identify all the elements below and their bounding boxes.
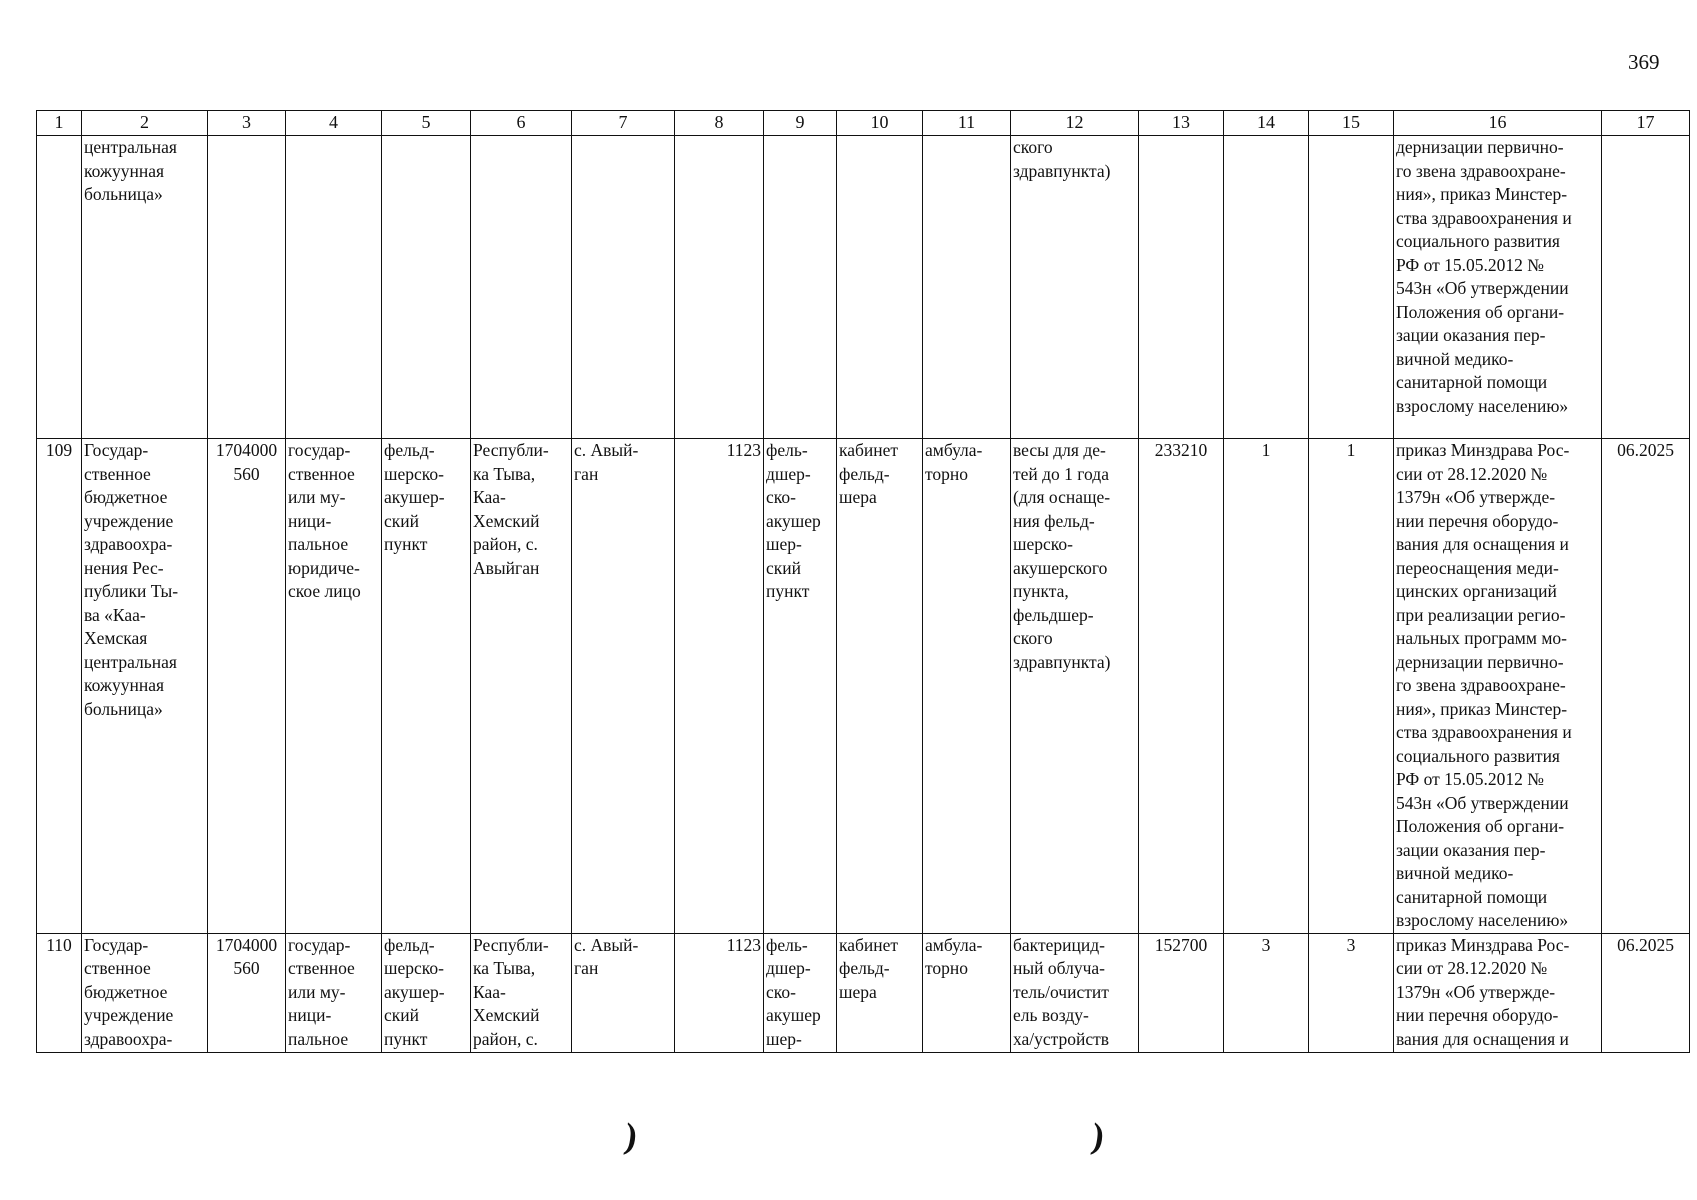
handwritten-mark: ) [1089,1115,1107,1157]
column-header: 7 [572,111,675,136]
cell-equipment: весы для де- тей до 1 года (для оснаще- ния фельд- шерско- акушерского пункта, фельдшер- ского здравпункта) [1011,439,1139,934]
cell-institution: центральная кожуунная больница» [82,136,208,439]
column-header: 5 [382,111,471,136]
cell-address: Республи- ка Тыва, Каа- Хемский район, с. Авыйган [471,439,572,934]
cell-unit-type: фельд- шерско- акушер- ский пункт [382,933,471,1052]
cell-col9: фель- дшер- ско- акушер шер- ский пункт [764,439,837,934]
cell-unit-type: фельд- шерско- акушер- ский пункт [382,439,471,934]
equipment-table [36,110,1690,1053]
cell-code: 1704000 560 [208,933,286,1052]
cell-basis: приказ Минздрава Рос- сии от 28.12.2020 № 1379н «Об утвержде- нии перечня оборудо- вания для оснащения и переоснащения меди- цинских организаций при реализации регио- нальных программ мо- дернизации первично- го звена здравоохране- ния», приказ Минстер- ства здравоохранения и социального развития РФ от 15.05.2012 № 543н «Об утверждении Положения об органи- зации оказания пер- вичной медико- санитарной помощи взрослому населению» [1394,439,1602,934]
cell-institution: Государ- ственное бюджетное учреждение здравоохра- [82,933,208,1052]
column-header: 9 [764,111,837,136]
column-header: 11 [923,111,1011,136]
cell-address: Республи- ка Тыва, Каа- Хемский район, с. [471,933,572,1052]
cell-equipment: ского здравпункта) [1011,136,1139,439]
cell-col8: 1123 [675,439,764,934]
cell-col13: 233210 [1139,439,1224,934]
cell-col15: 1 [1309,439,1394,934]
cell-equipment: бактерицид- ный облуча- тель/очистит ель возду- ха/устройств [1011,933,1139,1052]
table-row [37,933,1690,1052]
cell-col8: 1123 [675,933,764,1052]
cell-code: 1704000 560 [208,439,286,934]
column-header: 8 [675,111,764,136]
page-number: 369 [1628,50,1660,74]
column-header: 14 [1224,111,1309,136]
cell-num: 110 [37,933,82,1052]
cell-col11: амбула- торно [923,439,1011,934]
table-header-row [37,111,1690,136]
column-header: 2 [82,111,208,136]
cell-date: 06.2025 [1602,439,1690,934]
cell-settlement: с. Авый- ган [572,439,675,934]
cell-col14: 1 [1224,439,1309,934]
cell-basis: дернизации первично- го звена здравоохране- ния», приказ Минстер- ства здравоохранения и социального развития РФ от 15.05.2012 № 543н «Об утверждении Положения об органи- зации оказания пер- вичной медико- санитарной помощи взрослому населению» [1394,136,1602,439]
table-row [37,439,1690,934]
column-header: 4 [286,111,382,136]
cell-num [37,136,82,439]
cell-org-type: государ- ственное или му- ници- пальное юридиче- ское лицо [286,439,382,934]
column-header: 17 [1602,111,1690,136]
column-header: 6 [471,111,572,136]
cell-institution: Государ- ственное бюджетное учреждение здравоохра- нения Рес- публики Ты- ва «Каа- Хемская центральная кожуунная больница» [82,439,208,934]
cell-col10: кабинет фельд- шера [837,439,923,934]
column-header: 1 [37,111,82,136]
cell-col11: амбула- торно [923,933,1011,1052]
column-header: 15 [1309,111,1394,136]
table-row [37,136,1690,439]
cell-date: 06.2025 [1602,933,1690,1052]
column-header: 13 [1139,111,1224,136]
column-header: 12 [1011,111,1139,136]
column-header: 3 [208,111,286,136]
cell-col9: фель- дшер- ско- акушер шер- [764,933,837,1052]
cell-col10: кабинет фельд- шера [837,933,923,1052]
cell-org-type: государ- ственное или му- ници- пальное [286,933,382,1052]
cell-col14: 3 [1224,933,1309,1052]
column-header: 16 [1394,111,1602,136]
cell-basis: приказ Минздрава Рос- сии от 28.12.2020 № 1379н «Об утвержде- нии перечня оборудо- вания для оснащения и [1394,933,1602,1052]
cell-col15: 3 [1309,933,1394,1052]
cell-col13: 152700 [1139,933,1224,1052]
column-header: 10 [837,111,923,136]
cell-num: 109 [37,439,82,934]
handwritten-mark: ) [622,1115,640,1157]
cell-settlement: с. Авый- ган [572,933,675,1052]
